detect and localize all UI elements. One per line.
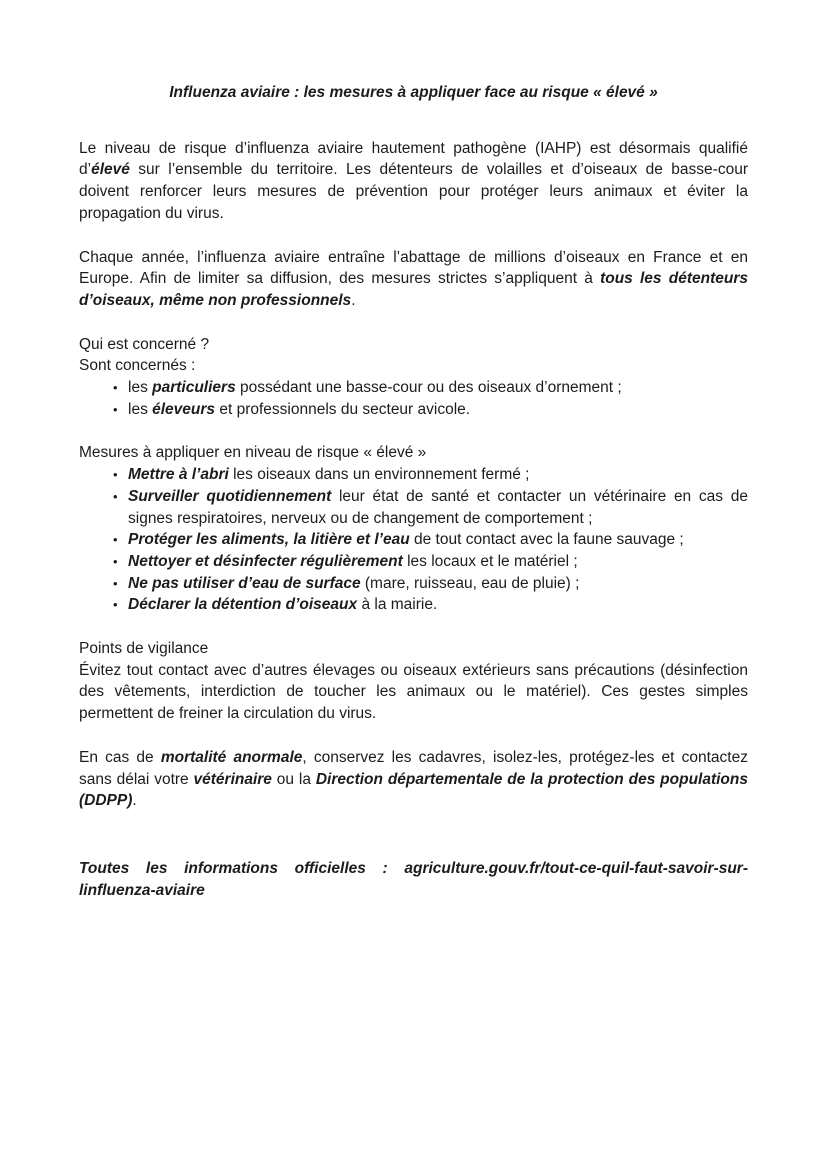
body-text: sur l’ensemble du territoire. Les détenteurs de volailles et d’oiseaux de basse-cour doivent renforcer leurs mesures de prévention pour protéger leurs animaux et éviter la propagation du virus. bbox=[79, 161, 748, 222]
body-text: Le niveau de risque d’influenza aviaire hautement pathogène (IAHP) est désormais qualifié d’ bbox=[79, 139, 748, 179]
body-text: les locaux et le matériel ; bbox=[402, 552, 578, 570]
list-item bbox=[113, 399, 748, 421]
list-item bbox=[113, 529, 748, 551]
emphasis-text: Direction départementale de la protection des populations (DDPP) bbox=[79, 770, 748, 810]
document-title: Influenza aviaire : les mesures à appliquer face au risque « élevé » bbox=[169, 84, 658, 101]
emphasis-text: Surveiller quotidiennement bbox=[128, 487, 332, 505]
intro-paragraph bbox=[79, 138, 748, 225]
body-text: à la mairie. bbox=[357, 596, 438, 614]
emphasis-text: mortalité anormale bbox=[160, 748, 303, 766]
list-item bbox=[113, 594, 748, 616]
emphasis-text: tous les détenteurs d’oiseaux, même non professionnels bbox=[79, 270, 748, 309]
list-item bbox=[113, 573, 748, 595]
emphasis-text: élevé bbox=[91, 161, 130, 179]
body-text: les oiseaux dans un environnement fermé ; bbox=[228, 466, 530, 484]
body-text: En cas de bbox=[79, 748, 161, 766]
official-info-line: Toutes les informations officielles : agriculture.gouv.fr/tout-ce-quil-faut-savoir-sur-linfluenza-aviaire bbox=[79, 859, 748, 899]
mortality-paragraph bbox=[79, 747, 748, 812]
subheading-concerned: Sont concernés : bbox=[79, 357, 196, 375]
body-text: Chaque année, l’influenza aviaire entraîne l’abattage de millions d’oiseaux en France et en Europe. Afin de limiter sa diffusion, des mesures strictes s’appliquent à bbox=[79, 248, 748, 288]
vigilance-paragraph: Évitez tout contact avec d’autres élevages ou oiseaux extérieurs sans précautions (désinfection des vêtements, interdiction de toucher les animaux ou le matériel). Ces gestes simples permettent de freiner la circulation du virus. bbox=[79, 661, 748, 723]
body-text: de tout contact avec la faune sauvage ; bbox=[409, 531, 684, 549]
emphasis-text: Mettre à l’abri bbox=[128, 466, 229, 484]
body-text: ou la bbox=[271, 770, 316, 788]
list-item bbox=[113, 551, 748, 573]
body-text: (mare, ruisseau, eau de pluie) ; bbox=[360, 574, 580, 592]
measures-list bbox=[79, 464, 748, 616]
body-text: , conservez les cadavres, isolez-les, protégez-les et contactez sans délai votre bbox=[79, 748, 748, 788]
body-text: les bbox=[128, 400, 153, 418]
emphasis-text: Déclarer la détention d’oiseaux bbox=[128, 596, 358, 614]
context-paragraph bbox=[79, 247, 748, 312]
emphasis-text: éleveurs bbox=[152, 400, 216, 418]
concerned-list bbox=[79, 377, 748, 420]
emphasis-text: Ne pas utiliser d’eau de surface bbox=[128, 574, 361, 592]
section-heading-vigilance: Points de vigilance bbox=[79, 640, 209, 658]
emphasis-text: vétérinaire bbox=[193, 770, 272, 788]
body-text: les bbox=[128, 379, 153, 397]
list-item bbox=[113, 464, 748, 486]
list-item bbox=[113, 486, 748, 529]
body-text: leur état de santé et contacter un vétérinaire en cas de signes respiratoires, nerveux ou de changement de comportement ; bbox=[128, 487, 748, 527]
section-heading-measures: Mesures à appliquer en niveau de risque « élevé » bbox=[79, 444, 427, 462]
emphasis-text: Protéger les aliments, la litière et l’eau bbox=[128, 531, 410, 549]
body-text: et professionnels du secteur avicole. bbox=[215, 400, 471, 418]
body-text: possédant une basse-cour ou des oiseaux d’ornement ; bbox=[235, 379, 622, 397]
section-heading-concerned: Qui est concerné ? bbox=[79, 335, 210, 353]
body-text: . bbox=[132, 792, 137, 810]
emphasis-text: Nettoyer et désinfecter régulièrement bbox=[128, 552, 403, 570]
emphasis-text: particuliers bbox=[152, 379, 236, 397]
list-item bbox=[113, 377, 748, 399]
body-text: . bbox=[351, 291, 356, 309]
